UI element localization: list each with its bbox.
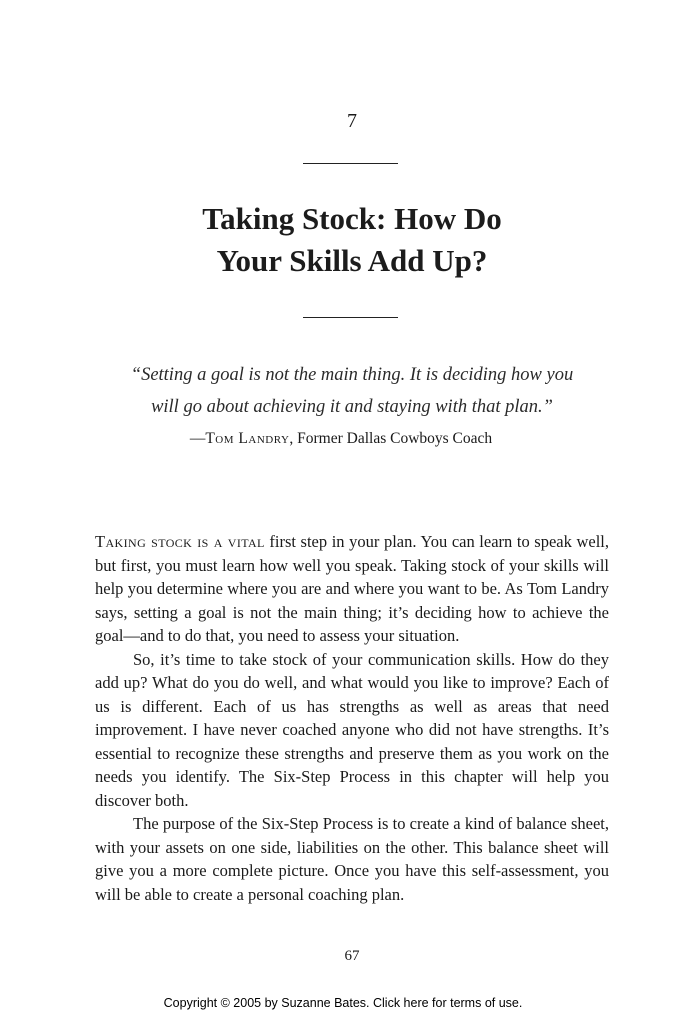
paragraph-1-text: first step in your plan. You can learn to speak well, but first, you must learn how well you speak. Taking stock of your skills will help you determine where you are and where you want to be. As Tom Landry says, setting a goal is not the main thing; it’s deciding how to achieve the goal—and to do that, you need to assess your situation. bbox=[95, 532, 609, 645]
paragraph-1-lead-in: Taking stock is a vital bbox=[95, 532, 265, 551]
attribution-role: , Former Dallas Cowboys Coach bbox=[289, 430, 493, 447]
epigraph-quote bbox=[0, 359, 682, 423]
epigraph-attribution bbox=[0, 430, 682, 448]
chapter-body bbox=[95, 530, 609, 906]
page-number: 67 bbox=[344, 948, 360, 964]
epigraph-line-1: “Setting a goal is not the main thing. It is deciding how you bbox=[130, 365, 574, 385]
chapter-title-line-2: Your Skills Add Up? bbox=[216, 243, 488, 278]
attribution-author: Tom Landry bbox=[205, 430, 290, 447]
epigraph-line-2: will go about achieving it and staying with that plan.” bbox=[151, 397, 553, 417]
attribution-dash: — bbox=[189, 430, 206, 447]
copyright-notice bbox=[0, 996, 682, 1010]
terms-of-use-link[interactable]: Click here for terms of use. bbox=[372, 996, 523, 1010]
paragraph-1 bbox=[95, 530, 609, 648]
copyright-text: Copyright © 2005 by Suzanne Bates. bbox=[163, 996, 373, 1010]
chapter-title-line-1: Taking Stock: How Do bbox=[202, 201, 502, 236]
chapter-number: 7 bbox=[347, 110, 357, 132]
chapter-title bbox=[0, 198, 682, 282]
top-divider bbox=[303, 163, 398, 164]
paragraph-2: So, it’s time to take stock of your communication skills. How do they add up? What do you do well, and what would you like to improve? Each of us is different. Each of us has strengths as well as areas that need improvement. I have never coached anyone who did not have strengths. It’s essential to recognize these strengths and preserve them as you work on the needs you identify. The Six-Step Process in this chapter will help you discover both. bbox=[95, 649, 609, 810]
bottom-divider bbox=[303, 317, 398, 318]
paragraph-3: The purpose of the Six-Step Process is to create a kind of balance sheet, with your assets on one side, liabilities on the other. This balance sheet will give you a more complete picture. Once you have this self-assessment, you will be able to create a personal coaching plan. bbox=[95, 814, 609, 904]
